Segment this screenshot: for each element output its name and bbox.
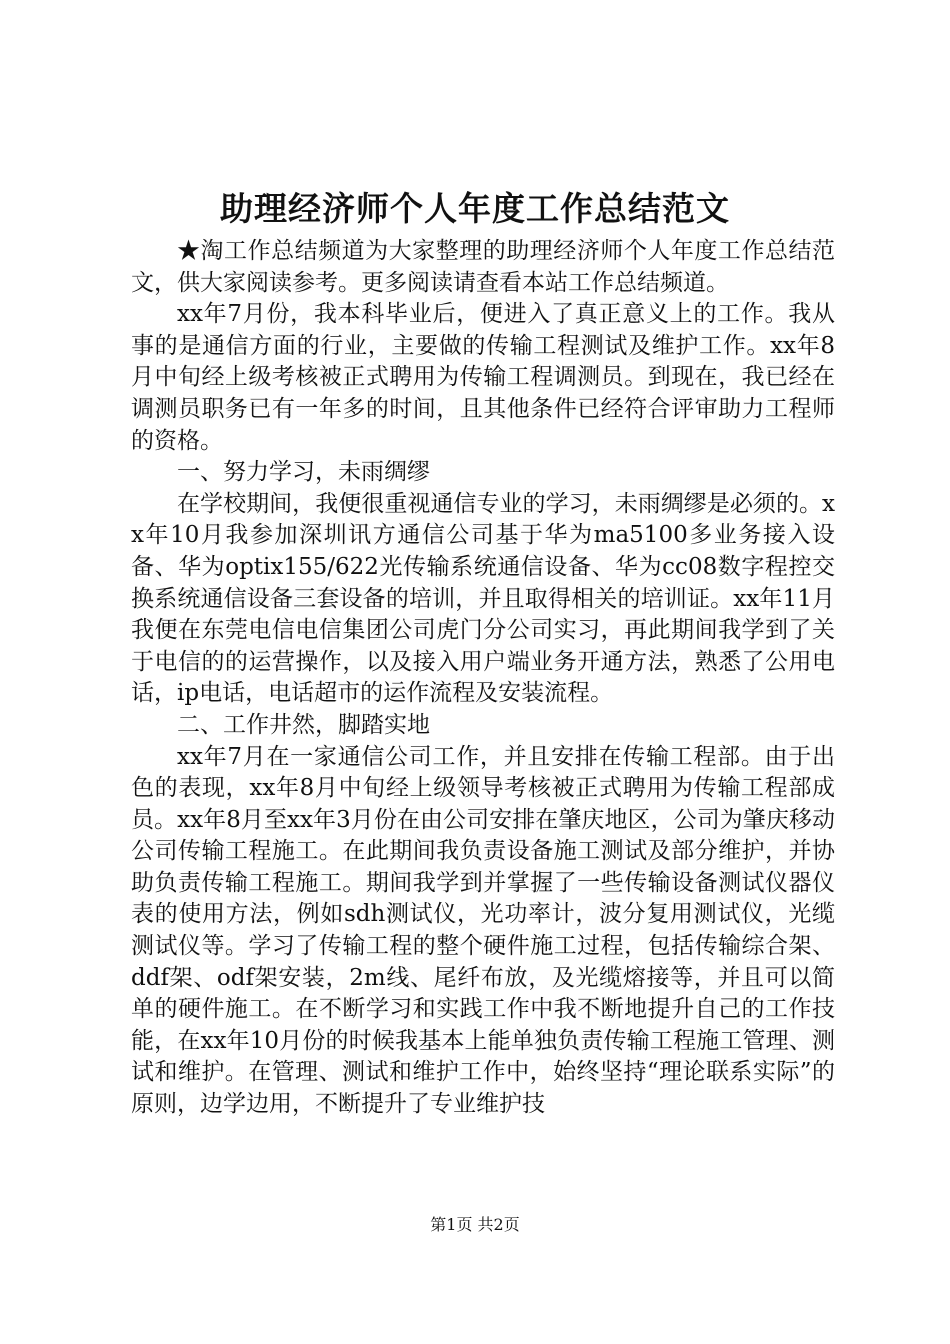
paragraph-work: xx年7月在一家通信公司工作，并且安排在传输工程部。由于出色的表现，xx年8月中旬经上级领导考核被正式聘用为传输工程部成员。xx年8月至xx年3月份在由公司安排在肇庆地区，公司为肇庆移动公司传输工程施工。在此期间我负责设备施工测试及部分维护，并协助负责传输工程施工。期间我学到并掌握了一些传输设备测试仪器仪表的使用方法，例如sdh测试仪，光功率计，波分复用测试仪，光缆测试仪等。学习了传输工程的整个硬件施工过程，包括传输综合架、ddf架、odf架安装，2m线、尾纤布放，及光缆熔接等，并且可以简单的硬件施工。在不断学习和实践工作中我不断地提升自己的工作技能，在xx年10月份的时候我基本上能单独负责传输工程施工管理、测试和维护。在管理、测试和维护工作中，始终坚持“理论联系实际”的原则，边学边用，不断提升了专业维护技: [131, 743, 835, 1118]
page-footer: 第1页 共2页: [430, 1215, 520, 1234]
section-heading-study: 一、努力学习，未雨绸缪: [177, 459, 430, 486]
document-body: [131, 236, 835, 1121]
section-heading-work: 二、工作井然，脚踏实地: [177, 711, 430, 738]
page-title: 助理经济师个人年度工作总结范文: [220, 189, 730, 228]
paragraph-study: 在学校期间，我便很重视通信专业的学习，未雨绸缪是必须的。xx年10月我参加深圳讯方通信公司基于华为ma5100多业务接入设备、华为optix155/622光传输系统通信设备、华为cc08数字程控交换系统通信设备三套设备的培训，并且取得相关的培训证。xx年11月我便在东莞电信电信集团公司虎门分公司实习，再此期间我学到了关于电信的的运营操作，以及接入用户端业务开通方法，熟悉了公用电话，ip电话，电话超市的运作流程及安装流程。: [131, 490, 835, 707]
paragraph-intro: ★淘工作总结频道为大家整理的助理经济师个人年度工作总结范文，供大家阅读参考。更多阅读请查看本站工作总结频道。: [131, 238, 835, 296]
paragraph-background: xx年7月份，我本科毕业后，便进入了真正意义上的工作。我从事的是通信方面的行业，主要做的传输工程测试及维护工作。xx年8月中旬经上级考核被正式聘用为传输工程调测员。到现在，我已经在调测员职务已有一年多的时间，且其他条件已经符合评审助力工程师的资格。: [131, 301, 835, 454]
